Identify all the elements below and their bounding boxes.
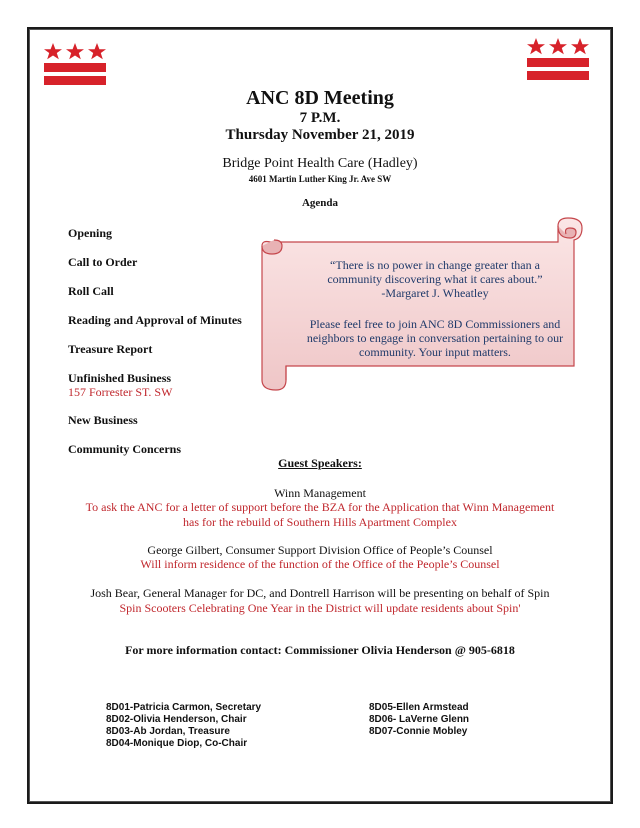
- speaker-1-detail-1: To ask the ANC for a letter of support before the BZA for the Application that Winn Management: [85, 500, 555, 514]
- quote-line-1: “There is no power in change greater than a: [330, 258, 540, 272]
- commissioner-list-left: [106, 702, 261, 750]
- contact-line: For more information contact: Commissioner Olivia Henderson @ 905-6818: [125, 643, 515, 657]
- meeting-address: 4601 Martin Luther King Jr. Ave SW: [248, 174, 392, 184]
- commissioner-8d03: 8D03-Ab Jordan, Treasure: [106, 726, 230, 737]
- speaker-2-name: George Gilbert, Consumer Support Division Office of People’s Counsel: [147, 543, 493, 557]
- quote-scroll-text: [285, 258, 585, 359]
- meeting-time: 7 P.M.: [299, 110, 341, 126]
- speaker-1-detail-2: has for the rebuild of Southern Hills Apartment Complex: [183, 515, 457, 529]
- commissioner-8d01: 8D01-Patricia Carmon, Secretary: [106, 702, 262, 713]
- agenda-item-minutes: Reading and Approval of Minutes: [68, 313, 242, 327]
- agenda-item-unfinished-business: Unfinished Business: [68, 371, 172, 385]
- agenda-item-treasure-report: Treasure Report: [68, 342, 153, 356]
- commissioner-8d04: 8D04-Monique Diop, Co-Chair: [106, 738, 248, 749]
- speaker-2-detail: Will inform residence of the function of the Office of the People’s Counsel: [140, 557, 500, 571]
- speaker-1-name: Winn Management: [274, 486, 366, 500]
- meeting-date: Thursday November 21, 2019: [225, 127, 415, 143]
- commissioner-8d05: 8D05-Ellen Armstead: [369, 702, 469, 713]
- agenda-heading: Agenda: [301, 197, 339, 209]
- agenda-unfinished-detail: 157 Forrester ST. SW: [68, 385, 173, 399]
- speaker-3-name: Josh Bear, General Manager for DC, and Dontrell Harrison will be presenting on behalf of Spin: [90, 586, 550, 600]
- agenda-item-roll-call: Roll Call: [68, 284, 114, 298]
- meeting-title: ANC 8D Meeting: [246, 87, 394, 109]
- dc-flag-right-icon: [527, 37, 589, 81]
- commissioner-8d06: 8D06- LaVerne Glenn: [369, 714, 470, 725]
- commissioner-list-right: [369, 702, 469, 738]
- quote-line-2: community discovering what it cares about.”: [327, 272, 543, 286]
- meeting-venue: Bridge Point Health Care (Hadley): [222, 156, 418, 171]
- invite-line-3: community. Your input matters.: [359, 345, 511, 359]
- invite-line-2: neighbors to engage in conversation pertaining to our: [306, 331, 564, 345]
- agenda-item-opening: Opening: [68, 226, 113, 240]
- agenda-item-call-to-order: Call to Order: [68, 255, 138, 269]
- commissioner-8d02: 8D02-Olivia Henderson, Chair: [106, 714, 247, 725]
- invite-line-1: Please feel free to join ANC 8D Commissioners and: [309, 317, 561, 331]
- quote-author: -Margaret J. Wheatley: [381, 286, 489, 300]
- agenda-item-new-business: New Business: [68, 413, 138, 427]
- speaker-3-detail: Spin Scooters Celebrating One Year in the District will update residents about Spin': [119, 601, 521, 615]
- commissioner-8d07: 8D07-Connie Mobley: [369, 726, 468, 737]
- guest-speakers-heading: Guest Speakers:: [278, 456, 362, 470]
- dc-flag-left-icon: [44, 42, 106, 86]
- agenda-item-community-concerns: Community Concerns: [68, 442, 181, 456]
